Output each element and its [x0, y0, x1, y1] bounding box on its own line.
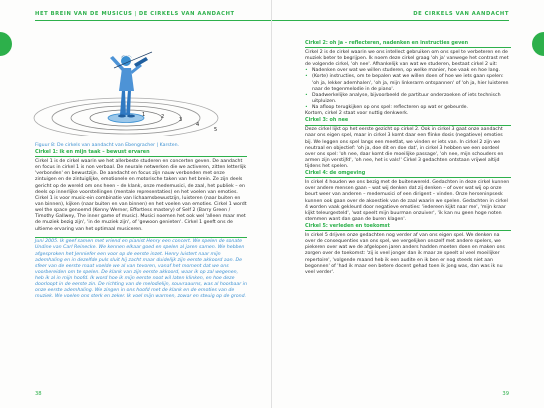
- header-rule: [35, 20, 272, 21]
- section-heading: Cirkel 4: de omgeving: [305, 170, 366, 177]
- heading-rule: [305, 125, 511, 126]
- ring-number: 5: [214, 127, 218, 133]
- body-paragraph: Kortom, cirkel 2 staat voor nuttig denkwerk.: [305, 111, 409, 117]
- section-heading: Cirkel 5: verleden en toekomst: [305, 223, 390, 230]
- body-paragraph: Cirkel 1 is de cirkel waarin we het allerbeste studeren en concerten geven. De aandacht en focus in cirkel 1 is non verbaal. De neurale netwerken die we activeren, zitten letterlijk 'verbonden' en bewustzijn. De aandacht en focus zijn nauw verbonden met onze zintuigen en de zintuiglijke, emotionele en motorische taken van het brein. Ze zijn deels gericht op de wereld om ons heen – de klank, onze medemusici, de zaal, het publiek – en deels op innerlijke voorstellingen (mentale representaties) en het voelen van emoties. Cirkel 1 is voor music-ein combinatie van lichaamsbewustzijn, luisteren (naar buiten en van binnen), kijken (naar buiten en van binnen) en het voelen van emoties. Cirkel 1 wordt wel the space genoemd (Kenny Werner, Effortless mastery) of Self 2 (Barry Green / Timothy Gallwey, The inner game of music). Musici noemen het ook wel 'alleen maar met de muziek bezig zijn', 'in de muziek zijn', of 'gewoon genieten'. Cirkel 1 geeft ons de ultieme ervaring van het optimaal musiceren.: [35, 158, 247, 232]
- running-header: DE CIRKELS VAN AANDACHT: [413, 11, 509, 17]
- section-heading: Cirkel 2: oh ja – reflecteren, nadenken en instructies geven: [305, 40, 469, 46]
- bullet-icon: •: [305, 105, 308, 111]
- body-paragraph: In cirkel 5 drijven onze gedachten nog verder af van ons eigen spel. We denken na over de consequenties van ons spel, we vergelijken onszelf met andere spelers, we piekeren over wat we de afgelopen jaren anders hadden moeten doen en maken ons zorgen over de toekomst: 'zij is veel jonger dan ik maar ze speelt al veel moeilijker repertoire', 'volgende maand heb ik een audite en ik ben er nog steeds niet aan begonnen' of 'had ik maar een betere docent gehad toen ik jong was, dan was ik nu veel verder'.: [305, 232, 505, 275]
- bullet-text: Na afloop terugkijken op ons spel: reflecteren op wat er gebeurde.: [312, 105, 469, 111]
- figure-caption: Figuur 8: De cirkels van aandacht van Ebengracher | Karsten.: [35, 143, 180, 148]
- ring-number: 4: [196, 122, 200, 128]
- bullet-icon: •: [305, 74, 308, 80]
- bullet-item: [305, 93, 511, 105]
- bullet-text: Nadenken over wat we willen studeren, op welke manier, hoe vaak en hoe lang.: [312, 68, 501, 74]
- ring-number: 3: [179, 117, 183, 123]
- body-paragraph: Cirkel 2 is de cirkel waarin we ons intellect gebruiken om ons spel te verbeteren en de muziek beter te begrijpen. Ik noem deze cirkel graag 'oh ja' vanwege het contrast met de volgende cirkel, 'oh nee'. Afhankelijk van wat we studeren, bestaat cirkel 2 uit:: [305, 49, 509, 68]
- ring-number: 1: [142, 112, 146, 118]
- heading-rule: [305, 177, 511, 178]
- chapter-title: DE CIRKELS VAN AANDACHT: [138, 11, 235, 17]
- bullet-text: (Korte) instructies, om te bepalen wat we willen doen of hoe we iets gaan spelen: 'oh ja, lekker ademhalen', 'oh ja, mijn linkerarm ontspannen' of 'oh ja, hier luisteren naar de tegenmelodie in de piano'.: [312, 74, 509, 92]
- bullet-icon: •: [305, 92, 308, 98]
- page-number: 39: [502, 391, 509, 397]
- body-paragraph: Deze cirkel lijkt op het eerste gezicht op cirkel 2. Ook in cirkel 3 gaat onze aandacht naar ons eigen spel, maar in cirkel 3 komt daar een flinke dosis (negatieve) emoties bij. We leggen ons spel langs een meetlat, we vinden er iets van. In cirkel 2 zijn we neutraal en objectief: 'oh ja, doe dit en doe dat', in cirkel 3 hebben we een oordeel over ons spel: 'oh nee, daar komt die moeilijke passage', 'oh nee, mijn schouders en armen zijn verstijfd', 'oh nee, het is vals!' Cirkel 3 gedachten ontstaan vrijwel altijd tijdens het spelen.: [305, 127, 504, 170]
- story-rule: [35, 237, 247, 238]
- ring-number: 2: [161, 114, 165, 120]
- running-header: HET BREIN VAN DE MUSICUS | DE CIRKELS VAN AANDACHT: [35, 11, 235, 17]
- body-paragraph: In cirkel 4 houden we ons bezig met de buitenwereld. Gedachten in deze cirkel kunnen over andere mensen gaan – wat wij denken dat zij denken – of over wat wij op onze beurt weer van anderen – medemusici of een dirigent – vinden. Onze herseninpsesk kunnen ook gaan over de akoestiek van de zaal waarin we spelen. Gedachten in cirkel 4 worden vaak gekleurd door negatieve emoties: 'iedereen kijkt naar me', 'mijn kraar kijkt teleurgesteld', 'wat speelt mijn buurman onzuiver', 'ik kan nu geen hoge noten stemmen want dan gaan de buren klagen'.: [305, 180, 510, 222]
- bullet-text: Daadwerkelijke analyse, bijvoorbeeld de partituur onderzoeken of iets technisch uitpluizen.: [312, 92, 501, 104]
- section-heading: Cirkel 1: ik en mijn taak – bewust ervaren: [35, 149, 150, 156]
- right-page: [272, 0, 544, 408]
- left-body: [35, 143, 247, 300]
- story-text: Juni 2005. Ik geef samen met vriend en pianist Henry een concert. We spelen de sonate Undine van Carl Reinecke. We kennen elkaar goed en spelen al jaren samen. We hebben afgesproken het Jenniefer een voor op de eerste inzet. Henry luistert naar mijn ademhaling en in dezelfde puls sluit hij zacht maar duidelijk zijn eerste akkoord aan. De sfeer van de eerste maat voelde we al van tevoren, vanaf het moment dat we ons voorbereiden om te spelen. De klank van zijn eerste akkoord, waar ik op zal wegenen, heb ik al in mijn hoofd. Ik word hoe ik mijn eerste noot wil laten klinken, en hoe deze doorloopt in de eerste zin. De richting van de melodielijn, souvraaurns, was al hoorbaar in onze eerste ademhaling. We zingen in ons hoofd met de klank en de emoties van de muziek. We voelen ons sterk en zeker. Ik voel mijn warmen, zowar en steuig op de grond.: [35, 239, 247, 300]
- attention-circles-figure: [30, 28, 240, 136]
- heading-rule: [305, 230, 511, 231]
- ring-1: [108, 114, 144, 123]
- green-thumb-tab: [0, 32, 12, 56]
- section-heading: Cirkel 3: oh nee: [305, 117, 349, 124]
- page-number: 38: [35, 391, 42, 397]
- heading-rule: [305, 47, 511, 48]
- right-body: [305, 40, 511, 276]
- bullet-icon: •: [305, 68, 308, 74]
- green-thumb-tab: [532, 32, 544, 56]
- bullet-item: [305, 74, 511, 92]
- book-title: HET BREIN VAN DE MUSICUS: [35, 11, 133, 17]
- heading-rule: [35, 156, 247, 157]
- violinist-illustration: [110, 52, 152, 118]
